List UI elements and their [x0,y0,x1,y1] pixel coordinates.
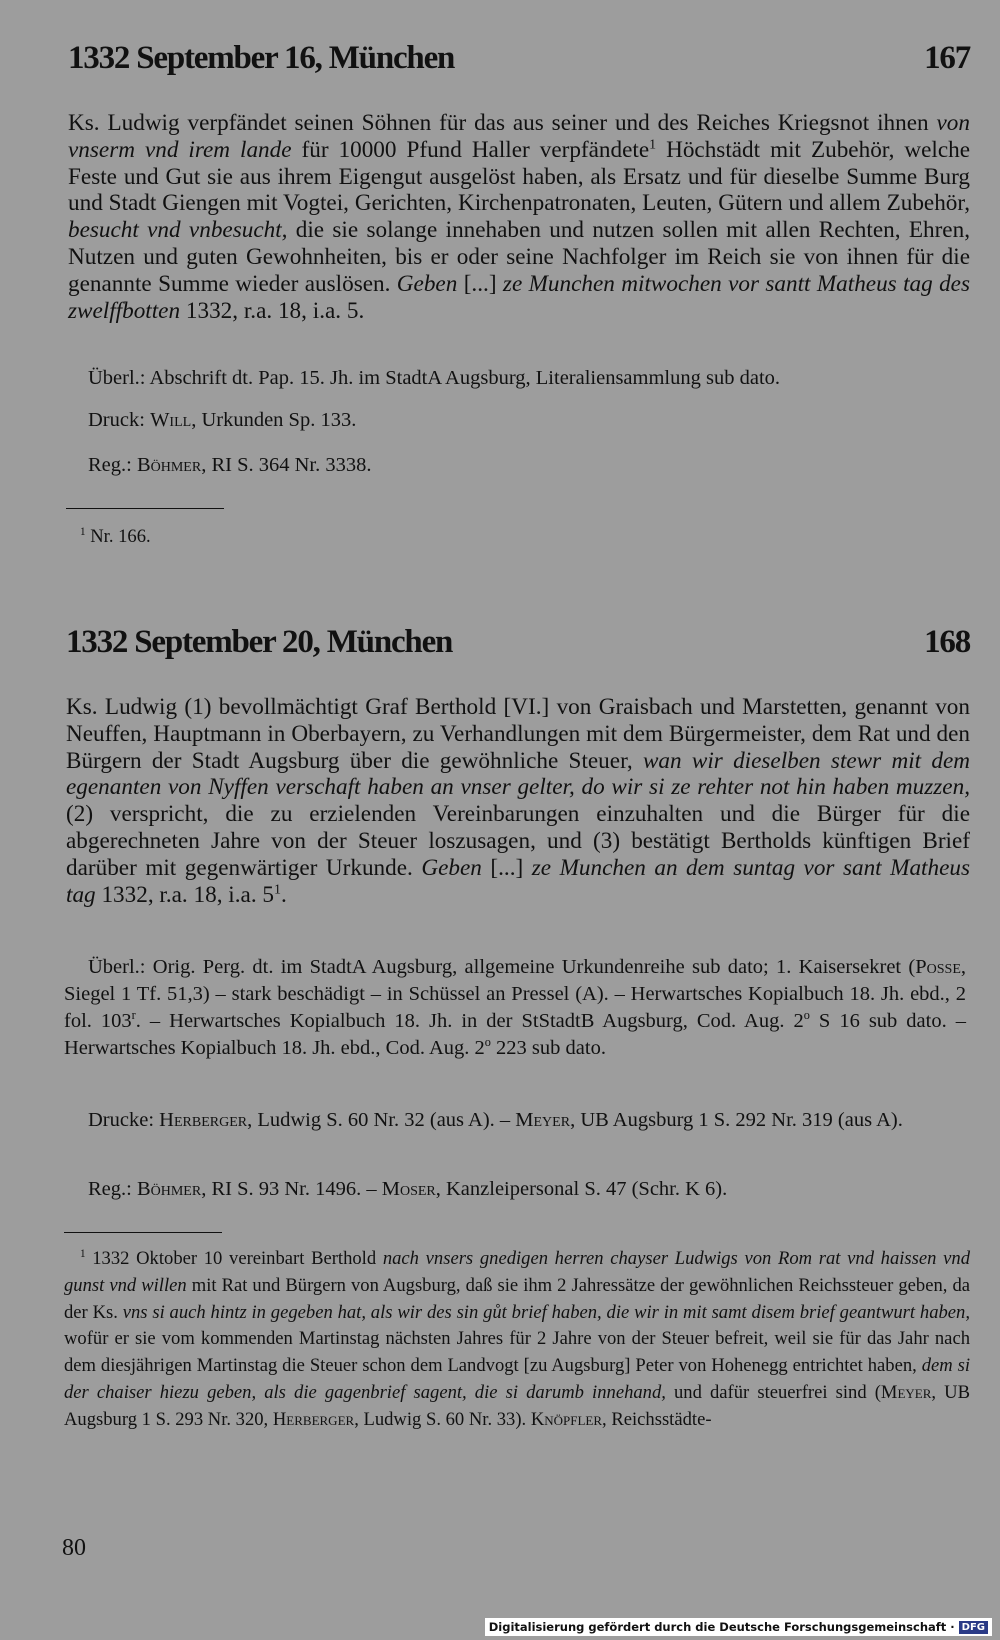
dfg-footer: Digitalisierung gefördert durch die Deutsche Forschungsgemeinschaft · DFG [485,1618,992,1636]
footnote-167: $^1$ Nr. 166. [80,525,151,547]
regest-ref-167: Reg.: Böhmer, RI S. 364 Nr. 3338. [88,454,372,476]
entry-title: 1332 September 20, München [66,624,453,660]
footnote-divider [66,508,224,509]
footnote-marker: 1 [274,881,281,897]
ueberlieferung-168: Überl.: Orig. Perg. dt. im StadtA Augsburg, allgemeine Urkundenreihe sub dato; 1. Kaisersekret (Posse, Siegel 1 Tf. 51,3) – stark beschädigt – in Schüssel an Pressel (A). – Herwartsches Kopialbuch 18. Jh. ebd., 2 fol. 103$^r$. – Herwartsches Kopialbuch 18. Jh. in der StStadtB Augsburg, Cod. Aug. 2$^o$ S 16 sub dato. – Herwartsches Kopialbuch 18. Jh. ebd., Cod. Aug. 2$^o$ 223 sub dato. [64,956,966,1059]
drucke-168: Drucke: Herberger, Ludwig S. 60 Nr. 32 (aus A). – Meyer, UB Augsburg 1 S. 292 Nr. 319 (aus A). [88,1109,903,1131]
entry-regest-167: Ks. Ludwig verpfändet seinen Söhnen für das aus seiner und des Reiches Kriegsnot ihnen von vnserm vnd irem lande für 10000 Pfund Haller verpfändete$^1$ Höchstädt mit Zubehör, welche Feste und Gut sie aus ihrem Eigengut ausgelöst haben, als Ersatz und für dieselbe Summe Burg und Stadt Giengen mit Vogtei, Gerichten, Kirchenpatronaten, Leuten, Gütern und allem Zubehör, besucht vnd vnbesucht, die sie solange innehaben und nutzen sollen mit allen Rechten, Ehren, Nutzen und guten Gewohnheiten, bis er oder seine Nachfolger im Reich sie von ihnen für die genannte Summe wieder auslösen. Geben [...] ze Munchen mitwochen vor santt Matheus tag des zwelffbotten 1332, r.a. 18, i.a. 5. [68,110,971,324]
entry-title: 1332 September 16, München [68,40,455,76]
footnote-168: $^1$ 1332 Oktober 10 vereinbart Berthold nach vnsers gnedigen herren chayser Ludwigs von Rom rat vnd haissen vnd gunst vnd willen mit Rat und Bürgern von Augsburg, daß sie ihm 2 Jahressätze der gewöhnlichen Reichssteuer geben, da der Ks. vns si auch hintz in gegeben hat, als wir des sin gůt brief haben, die wir in mit samt disem brief geantwurt haben, wofür er sie vom kommenden Martinstag nächsten Jahres für 2 Jahre von der Steuer befreit, weil sie für das Jahr nach dem diesjährigen Martinstag die Steuer schon dem Landvogt [zu Augsburg] Peter von Hohenegg entrichtet haben, dem si der chaiser hiezu geben, als die gagenbrief sagent, die si darumb innehand, und dafür steuerfrei sind (Meyer, UB Augsburg 1 S. 293 Nr. 320, Herberger, Ludwig S. 60 Nr. 33). Knöpfler, Reichsstädte- [64,1247,970,1430]
footnote-divider [64,1232,222,1233]
dfg-footer-text: Digitalisierung gefördert durch die Deutsche Forschungsgemeinschaft [488,1620,947,1634]
druck-167: Druck: Will, Urkunden Sp. 133. [88,409,357,431]
entry-heading-168 [66,624,970,661]
entry-heading-167 [68,40,970,77]
footnote-marker: 1 [649,137,657,153]
ueberlieferung-167: Überl.: Abschrift dt. Pap. 15. Jh. im StadtA Augsburg, Literaliensammlung sub dato. [88,367,781,389]
entry-number: 167 [924,40,970,76]
dfg-logo: DFG [959,1621,988,1634]
entry-number: 168 [924,624,970,660]
page-number: 80 [62,1535,86,1561]
regest-ref-168: Reg.: Böhmer, RI S. 93 Nr. 1496. – Moser, Kanzleipersonal S. 47 (Schr. K 6). [88,1178,728,1200]
entry-regest-168: Ks. Ludwig (1) bevollmächtigt Graf Berthold [VI.] von Graisbach und Marstetten, genannt von Neuffen, Hauptmann in Oberbayern, zu Verhandlungen mit dem Bürgermeister, dem Rat und den Bürgern der Stadt Augsburg über die gewöhnliche Steuer, wan wir dieselben stewr mit dem egenanten von Nyffen verschaft haben an vnser gelter, do wir si ze rehter not hin haben muzzen, (2) verspricht, die zu erzielenden Vereinbarungen einzuhalten und die Bürger für die abgerechneten Jahre von der Steuer loszusagen, und (3) bestätigt Bertholds künftigen Brief darüber mit gegenwärtiger Urkunde. Geben [...] ze Munchen an dem suntag vor sant Matheus tag 1332, r.a. 18, i.a. $5^1$. [66,694,970,908]
